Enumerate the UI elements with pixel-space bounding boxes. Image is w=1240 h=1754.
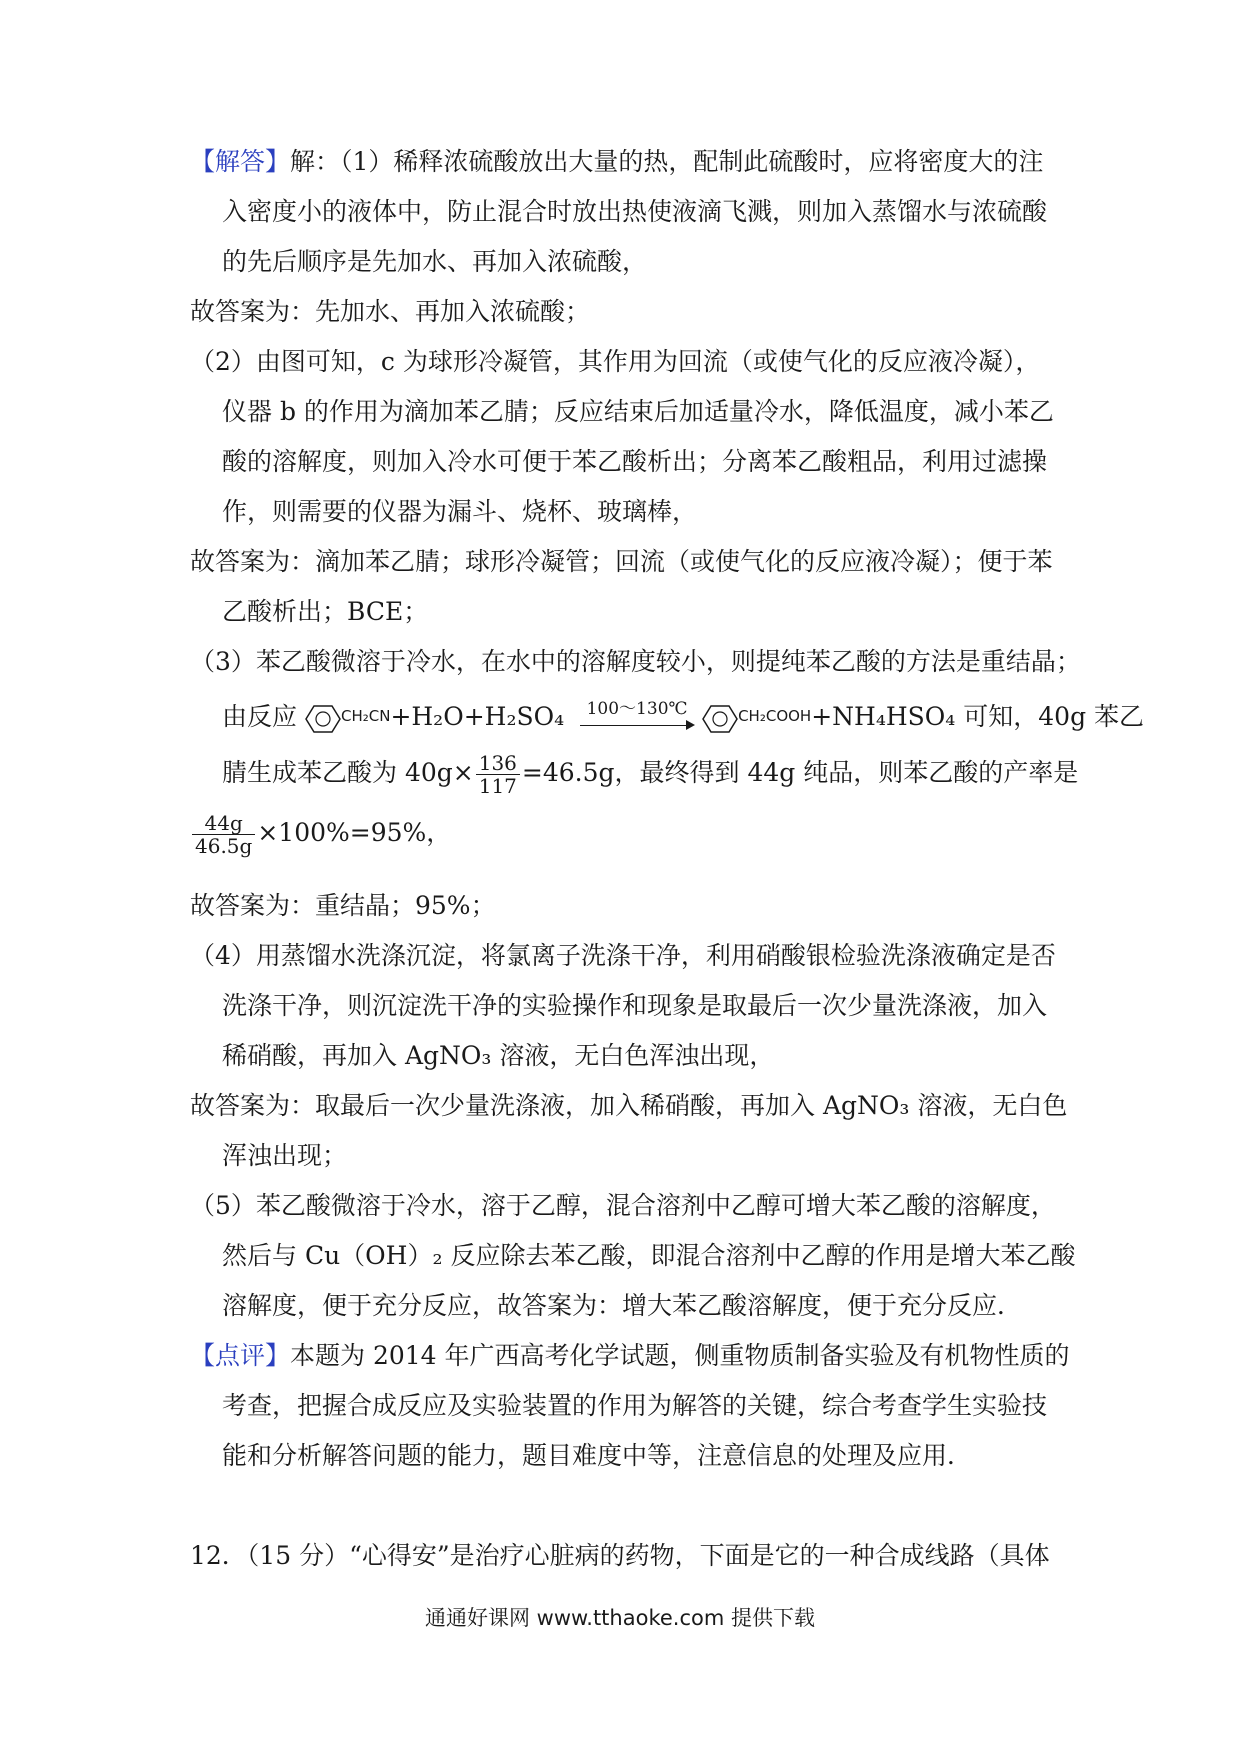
text-line: 乙酸析出；BCE； (222, 597, 429, 626)
text-line: 能和分析解答问题的能力，题目难度中等，注意信息的处理及应用． (222, 1441, 973, 1470)
text-line: （2）由图可知，c 为球形冷凝管，其作用为回流（或使气化的反应液冷凝）， (190, 347, 1041, 376)
fraction-denominator: 117 (478, 774, 517, 798)
text-line: 故答案为：重结晶；95%； (190, 891, 496, 920)
arrow-head-icon (686, 720, 695, 730)
reaction-prefix: 由反应 (222, 702, 298, 731)
product-group: CH₂COOH (738, 707, 812, 725)
percent-suffix: ×100%=95%， (257, 818, 452, 847)
text-line: 仪器 b 的作用为滴加苯乙腈；反应结束后加适量冷水，降低温度，减小苯乙 (222, 397, 1054, 426)
text-line: 本题为 2014 年广西高考化学试题，侧重物质制备实验及有机物性质的 (290, 1341, 1070, 1370)
percent-line (190, 812, 451, 857)
text-line: （4）用蒸馏水洗涤沉淀，将氯离子洗涤干净，利用硝酸银检验洗涤液确定是否 (190, 941, 1056, 970)
comment-tag: 【点评】 (190, 1341, 291, 1370)
text-line: 考查，把握合成反应及实验装置的作用为解答的关键，综合考查学生实验技 (222, 1391, 1048, 1420)
reaction-condition: 100～130℃ (586, 698, 688, 719)
reactant-group: CH₂CN (340, 707, 391, 725)
text-line: 稀硝酸，再加入 AgNO₃ 溶液，无白色浑浊出现， (222, 1041, 775, 1070)
text-line: 然后与 Cu（OH）₂ 反应除去苯乙酸，即混合溶剂中乙醇的作用是增大苯乙酸 (222, 1241, 1076, 1270)
answer-paragraph-line-1 (190, 146, 1043, 178)
reaction-suffix: +NH₄HSO₄ 可知，40g 苯乙 (811, 702, 1145, 731)
reaction-arrow (576, 698, 698, 735)
fraction-numerator: 136 (476, 752, 520, 775)
text-line: （3）苯乙酸微溶于冷水，在水中的溶解度较小，则提纯苯乙酸的方法是重结晶； (190, 647, 1081, 676)
reaction-equation (222, 700, 1144, 735)
text-line: 故答案为：取最后一次少量洗涤液，加入稀硝酸，再加入 AgNO₃ 溶液，无白色 (190, 1091, 1068, 1120)
yield-line (222, 752, 1078, 797)
text-line: 入密度小的液体中，防止混合时放出热使液滴飞溅，则加入蒸馏水与浓硫酸 (222, 197, 1048, 226)
fraction (192, 812, 255, 857)
page-footer: 通通好课网 www.tthaoke.com 提供下载 (425, 1606, 815, 1630)
text-line: 溶解度，便于充分反应，故答案为：增大苯乙酸溶解度，便于充分反应． (222, 1291, 1023, 1320)
text-line: 洗涤干净，则沉淀洗干净的实验操作和现象是取最后一次少量洗涤液，加入 (222, 991, 1048, 1020)
yield-prefix: 腈生成苯乙酸为 40g× (222, 758, 474, 787)
text-line: 作，则需要的仪器为漏斗、烧杯、玻璃棒， (222, 497, 698, 526)
reaction-reagents: +H₂O+H₂SO₄ (390, 702, 565, 731)
fraction (476, 752, 520, 797)
text-line: 解：（1）稀释浓硫酸放出大量的热，配制此硫酸时，应将密度大的注 (290, 147, 1044, 176)
text-line: 故答案为：滴加苯乙腈；球形冷凝管；回流（或使气化的反应液冷凝）；便于苯 (190, 547, 1053, 576)
text-line: 的先后顺序是先加水、再加入浓硫酸， (222, 247, 648, 276)
text-line: 故答案为：先加水、再加入浓硫酸； (190, 297, 591, 326)
fraction-denominator: 46.5g (195, 834, 253, 858)
benzene-ring-icon (702, 704, 738, 734)
benzene-ring-icon (305, 704, 341, 734)
comment-paragraph-line-1 (190, 1340, 1070, 1372)
fraction-numerator: 44g (192, 812, 255, 835)
text-line: 酸的溶解度，则加入冷水可便于苯乙酸析出；分离苯乙酸粗品，利用过滤操 (222, 447, 1048, 476)
yield-suffix: =46.5g，最终得到 44g 纯品，则苯乙酸的产率是 (521, 758, 1079, 787)
text-line: 浑浊出现； (222, 1141, 348, 1170)
question-12-heading: 12．（15 分）“心得安”是治疗心脏病的药物，下面是它的一种合成线路（具体 (190, 1541, 1050, 1570)
text-line: （5）苯乙酸微溶于冷水，溶于乙醇，混合溶剂中乙醇可增大苯乙酸的溶解度， (190, 1191, 1056, 1220)
answer-tag: 【解答】 (190, 147, 291, 176)
arrow-line (580, 725, 692, 726)
